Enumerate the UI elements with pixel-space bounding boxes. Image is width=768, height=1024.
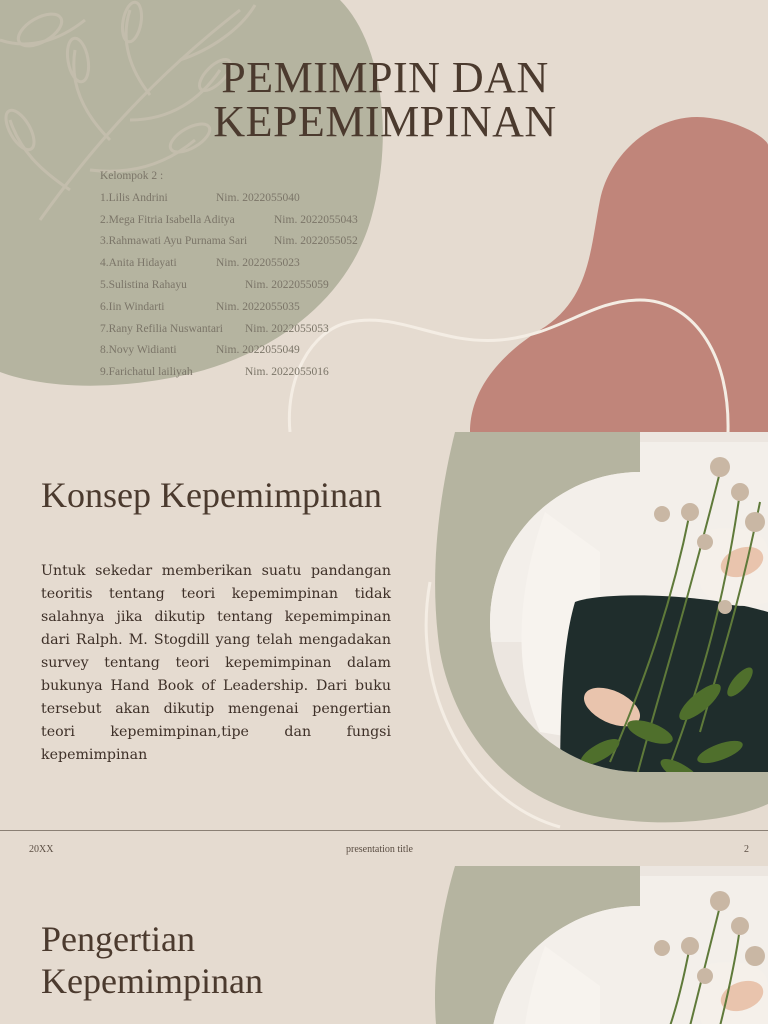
footer-divider [0, 830, 768, 831]
member-name: 8.Novy Widianti [100, 344, 177, 357]
member-nim: Nim. 2022055049 [216, 344, 300, 357]
slide-pengertian [0, 866, 768, 1024]
member-nim: Nim. 2022055016 [245, 366, 329, 379]
member-nim: Nim. 2022055059 [245, 278, 329, 291]
member-nim: Nim. 2022055053 [245, 322, 329, 335]
footer-year: 20XX [29, 844, 54, 855]
member-nim: Nim. 2022055035 [216, 300, 300, 313]
slide-konsep [0, 432, 768, 866]
section-body-text: Untuk sekedar memberikan suatu pandangan teoritis tentang teori kepemimpinan tidak salahnya jika dikutip tentang kepemimpinan dari Ralph. M. Stogdill yang telah mengadakan survey tentang teori kepemimpinan dalam bukunya Hand Book of Leadership. Dari buku tersebut akan dikutip mengenai pengertian teori kepemimpinan,tipe dan fungsi kepemimpinan [41, 563, 391, 763]
member-row [100, 188, 300, 210]
heading-line-1: Pengertian [41, 919, 195, 959]
footer-page-number: 2 [744, 844, 749, 855]
member-row [100, 231, 358, 253]
member-row [100, 210, 358, 232]
member-name: 2.Mega Fitria Isabella Aditya [100, 213, 235, 226]
member-name: 7.Rany Refilia Nuswantari [100, 322, 223, 335]
footer-presentation-title: presentation title [346, 844, 413, 855]
member-nim: Nim. 2022055043 [274, 213, 358, 226]
member-row [100, 275, 329, 297]
member-name: 9.Farichatul lailiyah [100, 366, 193, 379]
member-nim: Nim. 2022055023 [216, 257, 300, 270]
title-line-1: PEMIMPIN DAN [221, 53, 549, 102]
member-row [100, 319, 329, 341]
member-name: 4.Anita Hidayati [100, 257, 177, 270]
group-label: Kelompok 2 : [100, 170, 164, 182]
member-row [100, 253, 300, 275]
member-name: 1.Lilis Andrini [100, 191, 168, 204]
member-name: 5.Sulistina Rahayu [100, 278, 187, 291]
section-heading: Konsep Kepemimpinan [41, 475, 382, 515]
member-name: 6.Iin Windarti [100, 300, 165, 313]
member-list [100, 166, 358, 384]
title-line-2: KEPEMIMPINAN [213, 97, 557, 146]
member-nim: Nim. 2022055040 [216, 191, 300, 204]
member-nim: Nim. 2022055052 [274, 235, 358, 248]
presentation-title [150, 53, 620, 146]
member-row [100, 340, 300, 362]
slide-title [0, 0, 768, 432]
member-row [100, 297, 300, 319]
member-row [100, 362, 329, 384]
heading-line-2: Kepemimpinan [41, 961, 263, 1001]
member-name: 3.Rahmawati Ayu Purnama Sari [100, 235, 248, 248]
section-heading [41, 918, 263, 1002]
